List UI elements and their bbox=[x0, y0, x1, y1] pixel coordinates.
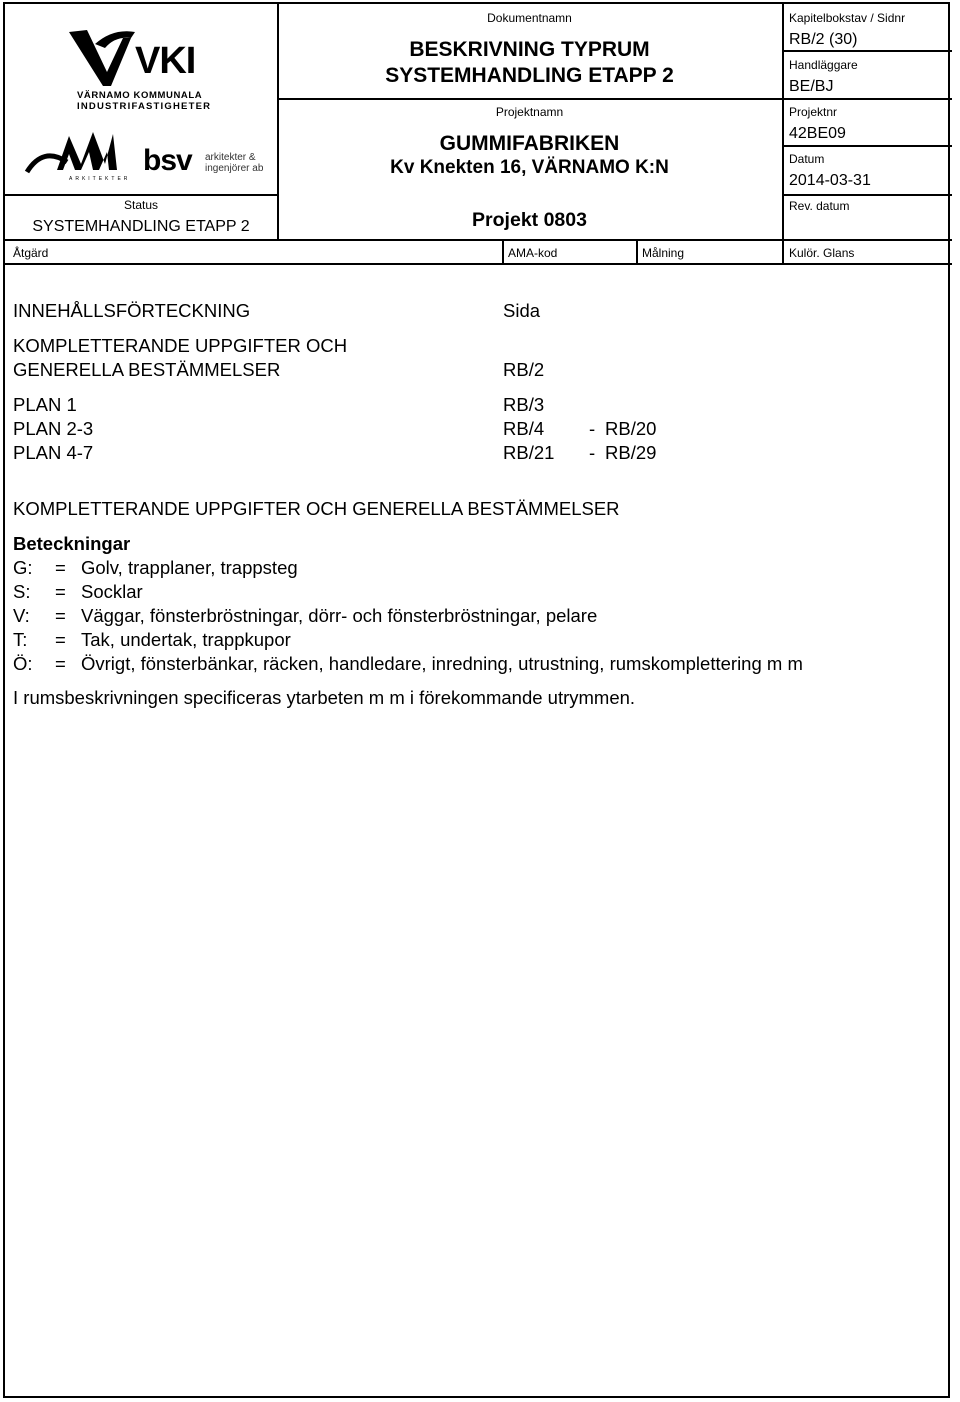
header-hline-right-3 bbox=[782, 145, 952, 147]
section-subheading: Beteckningar bbox=[13, 533, 131, 554]
col-divider-malning bbox=[636, 239, 638, 264]
bsv-logo-sub2: ingenjörer ab bbox=[205, 163, 264, 174]
toc-sida-label: Sida bbox=[503, 300, 541, 321]
section-footer-text: I rumsbeskrivningen specificeras ytarbeten m m i förekommande utrymmen. bbox=[13, 687, 636, 708]
bsv-logo-sub1: arkitekter & bbox=[205, 152, 256, 163]
item-eq: = bbox=[55, 581, 66, 602]
item-key: Ö: bbox=[13, 653, 33, 674]
header-hline-right-1 bbox=[782, 50, 952, 52]
col-divider-ama bbox=[502, 239, 504, 264]
document-title-line2: SYSTEMHANDLING ETAPP 2 bbox=[385, 64, 674, 87]
document-page bbox=[3, 2, 950, 1398]
toc-row-4-label: PLAN 4-7 bbox=[13, 442, 94, 463]
projektnamn-label: Projektnamn bbox=[495, 105, 564, 119]
kapitel-value: RB/2 (30) bbox=[789, 31, 858, 48]
item-key: S: bbox=[13, 581, 31, 602]
header-hline-right-4 bbox=[782, 194, 952, 196]
toc-row-2-label: PLAN 1 bbox=[13, 394, 77, 415]
header-hline-logo-status bbox=[5, 194, 277, 196]
header-hline-main bbox=[5, 239, 952, 241]
kapitel-label: Kapitelbokstav / Sidnr bbox=[789, 11, 906, 25]
toc-row-3-dash: - bbox=[589, 418, 596, 439]
status-value: SYSTEMHANDLING ETAPP 2 bbox=[32, 218, 250, 235]
column-atgard: Åtgärd bbox=[13, 246, 49, 260]
toc-row-2-page: RB/3 bbox=[503, 394, 545, 415]
header-hline-right-2 bbox=[782, 98, 952, 100]
toc-heading: INNEHÅLLSFÖRTECKNING bbox=[13, 300, 251, 321]
document-title-line1: BESKRIVNING TYPRUM bbox=[409, 38, 650, 61]
toc-row-3-label: PLAN 2-3 bbox=[13, 418, 94, 439]
column-kulor-glans: Kulör. Glans bbox=[789, 246, 855, 260]
item-text: Övrigt, fönsterbänkar, räcken, handledare, inredning, utrustning, rumskomplettering m m bbox=[81, 653, 803, 674]
item-text: Tak, undertak, trappkupor bbox=[81, 629, 291, 650]
vki-line1: VÄRNAMO KOMMUNALA bbox=[77, 90, 203, 101]
dokumentnamn-label: Dokumentnamn bbox=[487, 11, 572, 25]
toc-row-3-page: RB/4 bbox=[503, 418, 545, 439]
project-number-text: Projekt 0803 bbox=[472, 209, 587, 231]
header-hline-bottom bbox=[5, 263, 952, 265]
status-label: Status bbox=[123, 198, 159, 212]
toc-row-1-line1: KOMPLETTERANDE UPPGIFTER OCH bbox=[13, 335, 348, 356]
toc-row-4-end: RB/29 bbox=[605, 442, 657, 463]
item-eq: = bbox=[55, 629, 66, 650]
toc-row-3-end: RB/20 bbox=[605, 418, 657, 439]
datum-label: Datum bbox=[789, 152, 825, 166]
projektnr-value: 42BE09 bbox=[789, 125, 846, 142]
toc-row-4-page: RB/21 bbox=[503, 442, 555, 463]
section-heading: KOMPLETTERANDE UPPGIFTER OCH GENERELLA BESTÄMMELSER bbox=[13, 498, 620, 519]
column-ama-kod: AMA-kod bbox=[508, 246, 558, 260]
item-eq: = bbox=[55, 653, 66, 674]
handlaggare-value: BE/BJ bbox=[789, 78, 834, 95]
vki-logo bbox=[65, 24, 215, 114]
item-key: T: bbox=[13, 629, 28, 650]
item-text: Golv, trapplaner, trappsteg bbox=[81, 557, 298, 578]
item-eq: = bbox=[55, 557, 66, 578]
item-eq: = bbox=[55, 605, 66, 626]
header-divider-2 bbox=[782, 4, 784, 264]
item-key: G: bbox=[13, 557, 33, 578]
toc-row-1-page: RB/2 bbox=[503, 359, 545, 380]
bsv-logo-text: bsv bbox=[143, 144, 192, 177]
project-address: Kv Knekten 16, VÄRNAMO K:N bbox=[390, 157, 669, 178]
item-text: Väggar, fönsterbröstningar, dörr- och fönsterbröstningar, pelare bbox=[81, 605, 598, 626]
toc-row-4-dash: - bbox=[589, 442, 596, 463]
handlaggare-label: Handläggare bbox=[789, 58, 858, 72]
mm-logo-sub: ARKITEKTER bbox=[69, 176, 131, 182]
vki-line2: INDUSTRIFASTIGHETER bbox=[77, 101, 212, 112]
vki-letters: VKI bbox=[135, 40, 196, 82]
column-malning: Målning bbox=[642, 246, 685, 260]
datum-value: 2014-03-31 bbox=[789, 172, 871, 189]
mm-logo bbox=[23, 126, 138, 186]
item-key: V: bbox=[13, 605, 30, 626]
projektnr-label: Projektnr bbox=[789, 105, 838, 119]
revdatum-label: Rev. datum bbox=[789, 199, 850, 213]
item-text: Socklar bbox=[81, 581, 143, 602]
header-hline-1 bbox=[277, 98, 782, 100]
toc-row-1-line2: GENERELLA BESTÄMMELSER bbox=[13, 359, 281, 380]
project-name: GUMMIFABRIKEN bbox=[439, 132, 620, 155]
